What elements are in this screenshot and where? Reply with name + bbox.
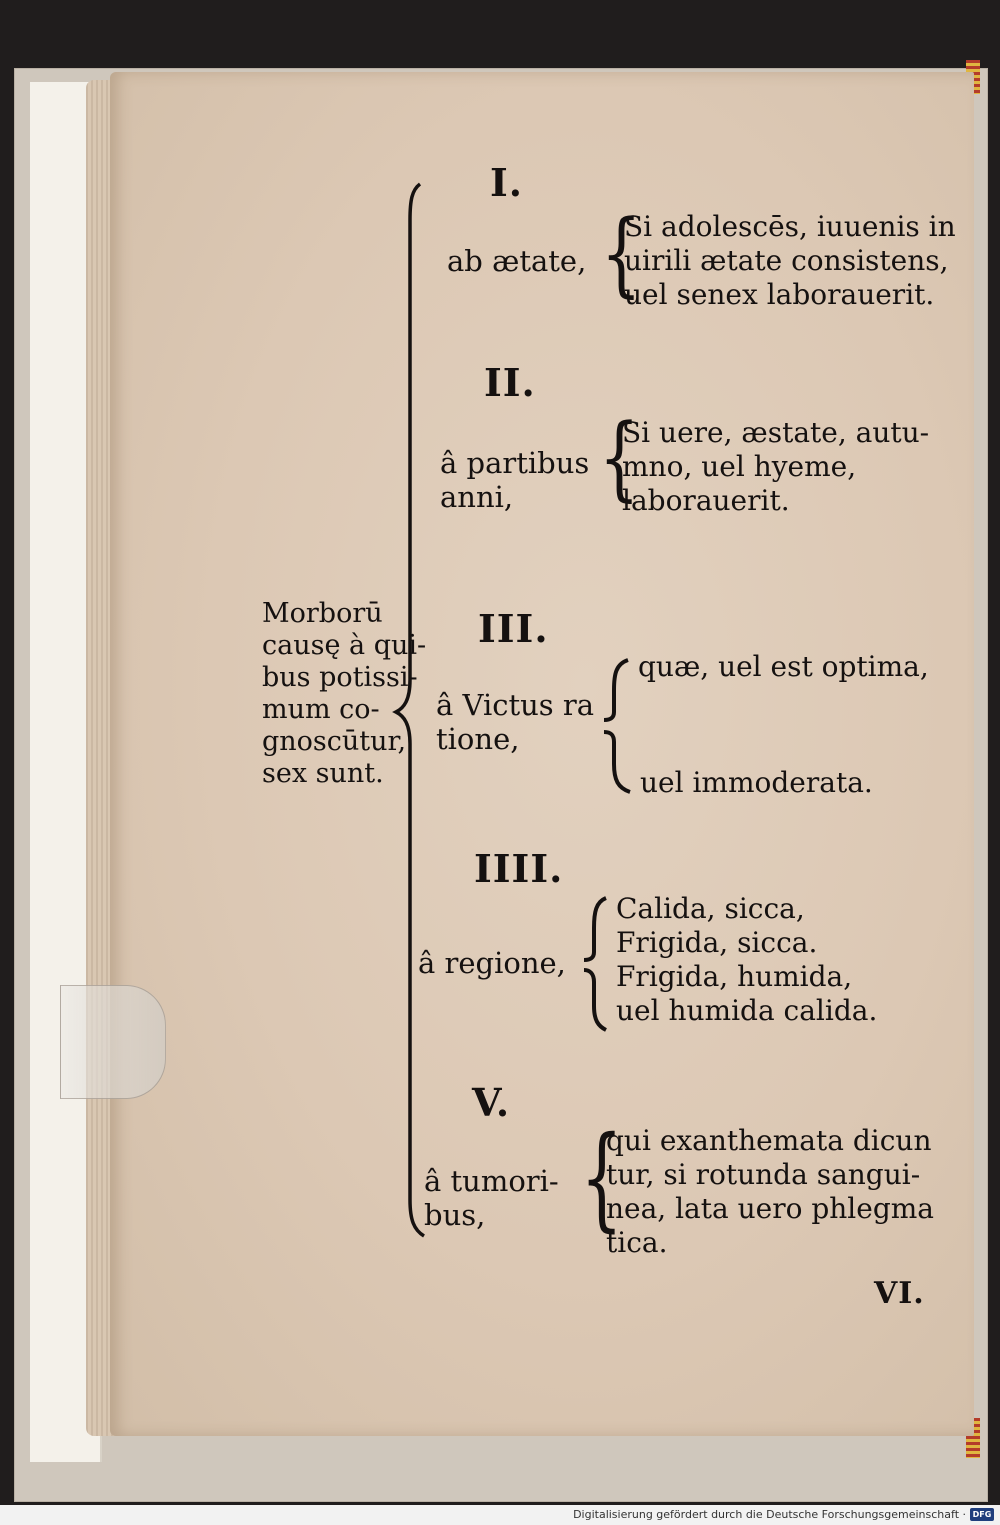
detail-line: qui exanthemata dicun bbox=[606, 1124, 932, 1157]
branch-details bbox=[638, 650, 929, 684]
branch-details bbox=[616, 892, 877, 1028]
detail-line: laborauerit. bbox=[622, 484, 790, 517]
branch-numeral: I. bbox=[490, 160, 524, 205]
detail-line: Frigida, sicca. bbox=[616, 926, 818, 959]
branch-label bbox=[424, 1164, 559, 1232]
branch-details bbox=[622, 416, 929, 518]
branch-label-line: â Victus ra bbox=[436, 688, 595, 722]
branch-numeral: IIII. bbox=[474, 846, 564, 891]
detail-line: quæ, uel est optima, bbox=[638, 650, 929, 683]
branch-brace bbox=[578, 894, 612, 1034]
main-brace bbox=[390, 180, 430, 1240]
detail-line: Si adolescēs, iuuenis in bbox=[624, 210, 956, 243]
detail-line: uirili ætate consistens, bbox=[624, 244, 949, 277]
dfg-logo: DFG bbox=[970, 1508, 994, 1521]
page-clip bbox=[60, 985, 166, 1099]
branch-label-line: anni, bbox=[440, 480, 514, 514]
branch-numeral: II. bbox=[484, 360, 536, 405]
branch-label bbox=[418, 946, 566, 980]
footer-credit: Digitalisierung gefördert durch die Deutsche Forschungsgemeinschaft · bbox=[573, 1508, 966, 1521]
detail-line: Frigida, humida, bbox=[616, 960, 853, 993]
branch-label bbox=[447, 244, 586, 278]
branch-numeral: III. bbox=[478, 606, 549, 651]
branch-label-line: â tumori- bbox=[424, 1164, 559, 1198]
footer-bar bbox=[0, 1505, 1000, 1525]
detail-line: Calida, sicca, bbox=[616, 892, 805, 925]
detail-line: mno, uel hyeme, bbox=[622, 450, 857, 483]
branch-brace: { bbox=[598, 404, 640, 511]
branch-brace: { bbox=[600, 200, 642, 307]
main-heading-line: bus potissi- bbox=[262, 662, 418, 693]
detail-line: tica. bbox=[606, 1226, 668, 1259]
detail-line: uel humida calida. bbox=[616, 994, 878, 1027]
branch-details bbox=[624, 210, 956, 312]
detail-line: Si uere, æstate, autu- bbox=[622, 416, 930, 449]
detail-line: tur, si rotunda sangui- bbox=[606, 1158, 921, 1191]
branch-label bbox=[436, 688, 594, 756]
branch-details bbox=[640, 766, 873, 800]
branch-label-line: â partibus bbox=[440, 446, 590, 480]
branch-details bbox=[606, 1124, 934, 1260]
detail-line: uel senex laborauerit. bbox=[624, 278, 935, 311]
branch-label-line: ab ætate, bbox=[447, 244, 587, 278]
branch-brace bbox=[598, 656, 634, 796]
branch-label-line: â regione, bbox=[418, 946, 566, 980]
main-heading-line: sex sunt. bbox=[262, 758, 384, 789]
main-heading-line: Morborū bbox=[262, 598, 383, 629]
main-heading-line: mum co- bbox=[262, 694, 380, 725]
branch-label-line: tione, bbox=[436, 722, 520, 756]
branch-numeral: V. bbox=[472, 1080, 511, 1125]
detail-line: uel immoderata. bbox=[640, 766, 873, 799]
catchword: VI. bbox=[874, 1276, 925, 1311]
main-heading-line: causę à qui- bbox=[262, 630, 427, 661]
main-heading-line: gnoscūtur, bbox=[262, 726, 407, 757]
branch-label bbox=[440, 446, 589, 514]
detail-line: nea, lata uero phlegma bbox=[606, 1192, 934, 1225]
branch-brace: { bbox=[580, 1113, 624, 1243]
branch-label-line: bus, bbox=[424, 1198, 486, 1232]
